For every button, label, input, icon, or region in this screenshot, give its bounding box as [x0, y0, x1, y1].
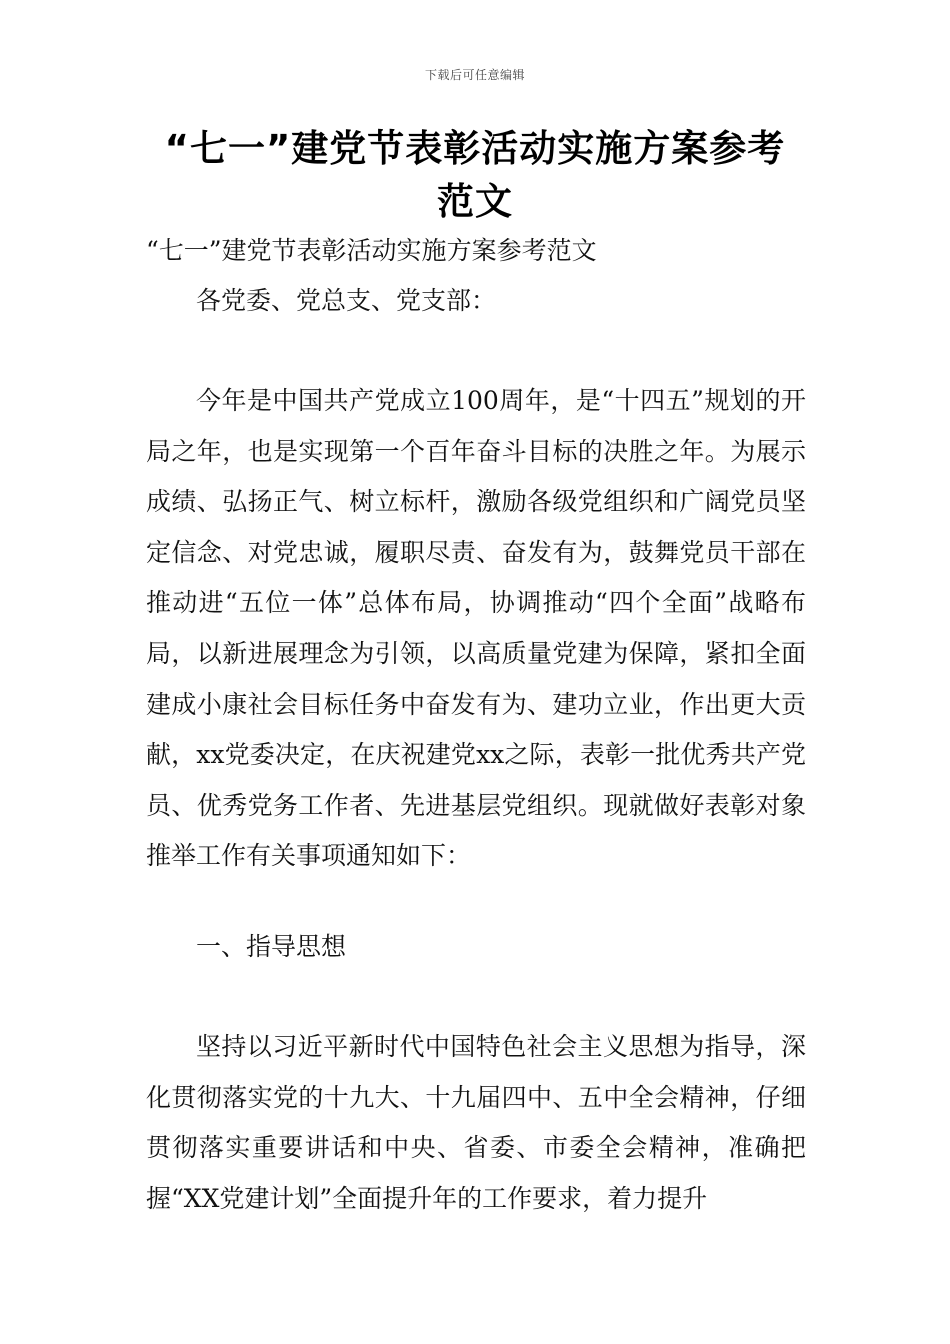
paragraph-intro: 今年是中国共产党成立100周年，是“十四五”规划的开局之年，也是实现第一个百年奋斗目标的决胜之年。为展示成绩、弘扬正气、树立标杆，激励各级党组织和广阔党员坚定信念、对党忠诚，履职尽责、奋发有为，鼓舞党员干部在推动进“五位一体”总体布局，协调推动“四个全面”战略布局，以新进展理念为引领，以高质量党建为保障，紧扣全面建成小康社会目标任务中奋发有为、建功立业，作出更大贡献，xx党委决定，在庆祝建党xx之际，表彰一批优秀共产党员、优秀党务工作者、先进基层党组织。现就做好表彰对象推举工作有关事项通知如下： [146, 386, 806, 871]
section-heading-guiding-thought: 一、指导思想 [196, 932, 347, 961]
salutation: 各党委、党总支、党支部： [196, 286, 497, 315]
document-subtitle: “七一”建党节表彰活动实施方案参考范文 [146, 236, 597, 265]
document-title: “七一”建党节表彰活动实施方案参考范文 [164, 127, 786, 223]
header-note: 下载后可任意编辑 [424, 68, 525, 82]
paragraph-guiding-thought: 坚持以习近平新时代中国特色社会主义思想为指导，深化贯彻落实党的十九大、十九届四中、五中全会精神，仔细贯彻落实重要讲话和中央、省委、市委全会精神，准确把握“XX党建计划”全面提升年的工作要求，着力提升 [146, 1032, 806, 1213]
